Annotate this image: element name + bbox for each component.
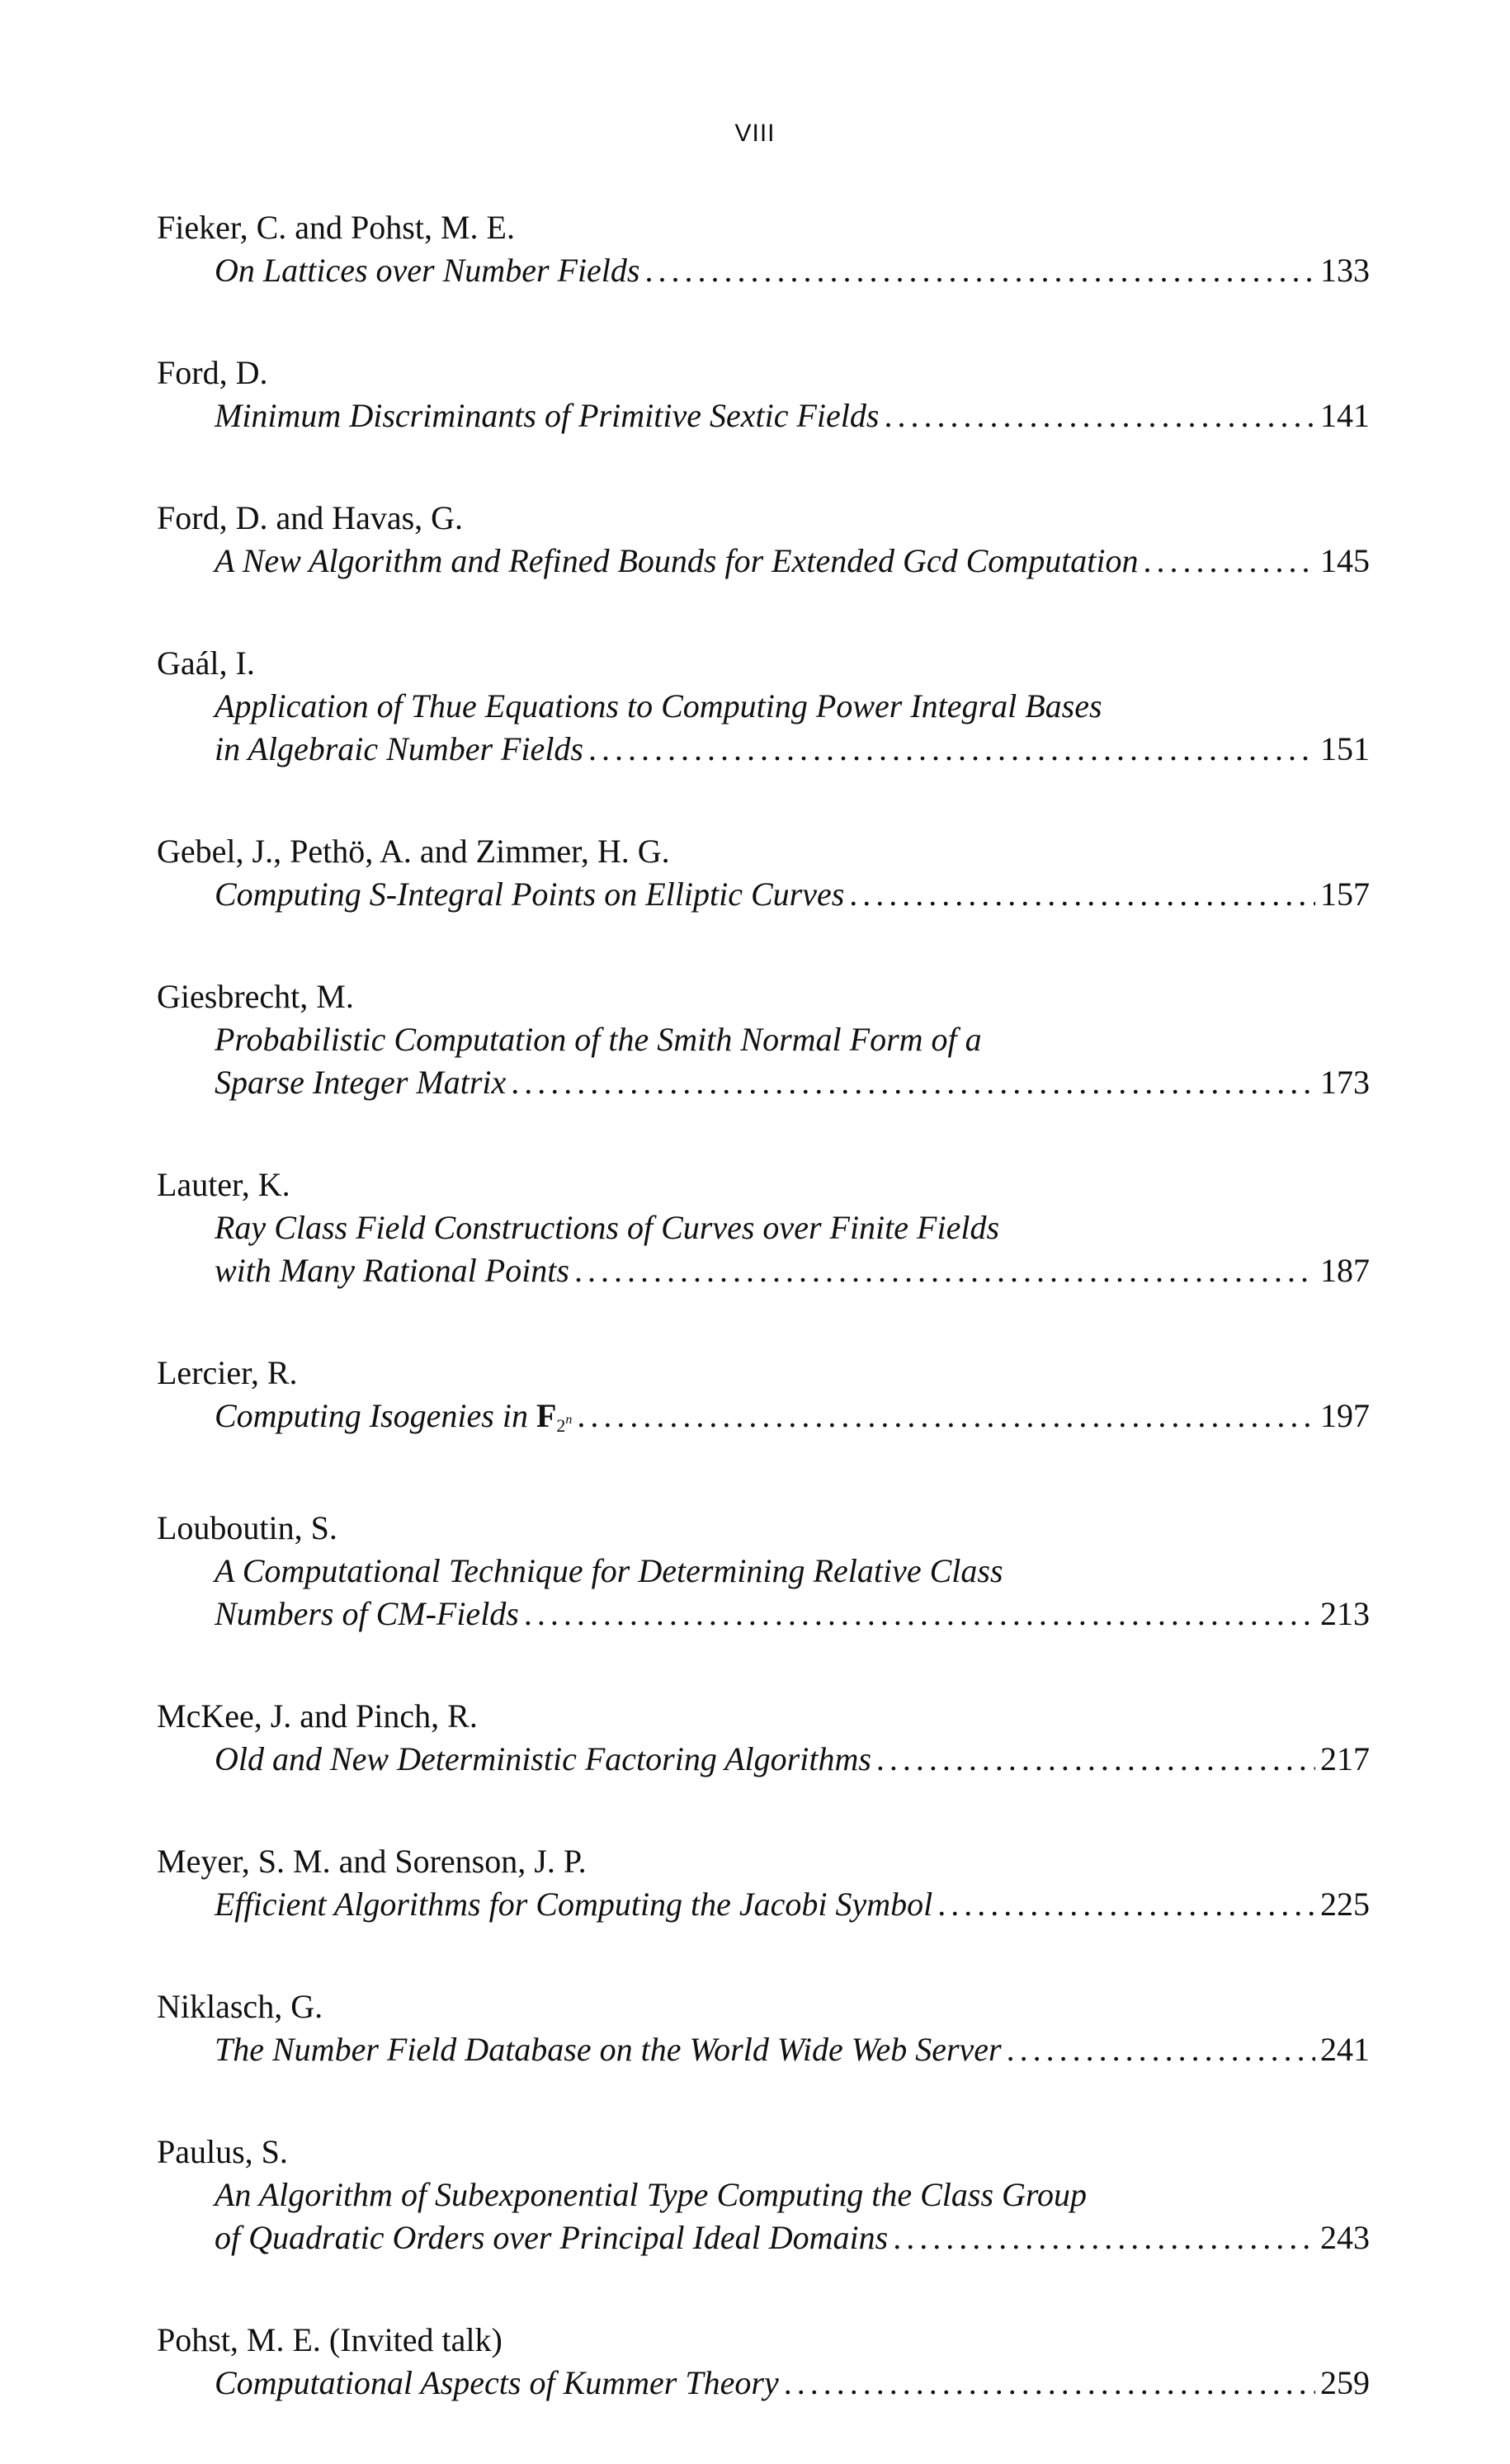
table-of-contents xyxy=(157,206,1370,2464)
entry-page-number: 141 xyxy=(1320,397,1370,434)
entry-title-line xyxy=(157,728,1370,771)
toc-entry xyxy=(157,642,1370,771)
entry-title-line xyxy=(157,1249,1370,1292)
field-subscript-base: 2 xyxy=(556,1415,566,1436)
entry-title-first-line: An Algorithm of Subexponential Type Computing the Class Group xyxy=(215,2176,1087,2213)
entry-page-number: 259 xyxy=(1320,2364,1370,2401)
toc-entry xyxy=(157,1695,1370,1781)
toc-entry xyxy=(157,206,1370,292)
dot-leader xyxy=(876,1738,1315,1781)
toc-entry xyxy=(157,2131,1370,2259)
entry-authors: Ford, D. xyxy=(157,354,268,391)
dot-leader xyxy=(645,249,1316,292)
entry-title: Minimum Discriminants of Primitive Sextic Fields xyxy=(215,397,880,434)
entry-title: Computational Aspects of Kummer Theory xyxy=(215,2364,779,2401)
dot-leader xyxy=(784,2362,1315,2405)
entry-authors: Fieker, C. and Pohst, M. E. xyxy=(157,209,515,246)
entry-page-number: 243 xyxy=(1320,2219,1370,2256)
entry-authors: Paulus, S. xyxy=(157,2133,288,2170)
entry-authors: Ford, D. and Havas, G. xyxy=(157,499,464,536)
entry-page-number: 241 xyxy=(1320,2031,1370,2068)
toc-entry xyxy=(157,975,1370,1104)
toc-entry xyxy=(157,497,1370,583)
entry-authors: Pohst, M. E. (Invited talk) xyxy=(157,2321,503,2358)
entry-title: of Quadratic Orders over Principal Ideal Domains xyxy=(215,2219,889,2256)
entry-title-first-line: Application of Thue Equations to Computing Power Integral Bases xyxy=(215,687,1102,725)
entry-page-number: 151 xyxy=(1320,730,1370,767)
field-subscript xyxy=(556,1415,572,1436)
dot-leader xyxy=(511,1061,1315,1104)
dot-leader xyxy=(1144,540,1315,583)
entry-authors: Lauter, K. xyxy=(157,1166,290,1203)
entry-title-line xyxy=(157,1395,1370,1447)
toc-entry xyxy=(157,1507,1370,1636)
entry-authors: Lercier, R. xyxy=(157,1354,298,1391)
entry-title: Computing S-Integral Points on Elliptic Curves xyxy=(215,876,845,913)
entry-title: Efficient Algorithms for Computing the Jacobi Symbol xyxy=(215,1886,933,1923)
entry-title: with Many Rational Points xyxy=(215,1252,569,1289)
entry-title-line xyxy=(157,873,1370,916)
entry-title-line xyxy=(157,540,1370,583)
dot-leader xyxy=(1007,2028,1315,2071)
entry-title-line xyxy=(157,2216,1370,2259)
finite-field-symbol: F xyxy=(536,1397,557,1434)
entry-title-first-line: Ray Class Field Constructions of Curves over Finite Fields xyxy=(215,1209,1000,1246)
entry-page-number: 197 xyxy=(1320,1397,1370,1434)
dot-leader xyxy=(884,394,1315,437)
entry-title xyxy=(215,1395,572,1447)
entry-title-line xyxy=(157,1593,1370,1636)
entry-authors: Gebel, J., Pethö, A. and Zimmer, H. G. xyxy=(157,833,670,870)
entry-page-number: 187 xyxy=(1320,1252,1370,1289)
entry-title-text: Computing Isogenies in xyxy=(215,1397,528,1434)
dot-leader xyxy=(588,728,1315,771)
toc-entry xyxy=(157,2319,1370,2405)
entry-title-first-line: Probabilistic Computation of the Smith Normal Form of a xyxy=(215,1021,982,1058)
entry-authors: Niklasch, G. xyxy=(157,1988,323,2025)
entry-title-line xyxy=(157,2028,1370,2071)
toc-entry xyxy=(157,1985,1370,2071)
entry-title: A New Algorithm and Refined Bounds for Extended Gcd Computation xyxy=(215,542,1139,579)
toc-entry xyxy=(157,352,1370,437)
toc-entry xyxy=(157,830,1370,916)
entry-page-number: 225 xyxy=(1320,1886,1370,1923)
page-header-number: VIII xyxy=(734,120,776,147)
entry-title: On Lattices over Number Fields xyxy=(215,252,640,289)
entry-page-number: 145 xyxy=(1320,542,1370,579)
entry-page-number: 173 xyxy=(1320,1064,1370,1101)
entry-page-number: 157 xyxy=(1320,876,1370,913)
dot-leader xyxy=(937,1883,1315,1926)
entry-title: The Number Field Database on the World Wide Web Server xyxy=(215,2031,1002,2068)
toc-entry xyxy=(157,1164,1370,1292)
entry-authors: Giesbrecht, M. xyxy=(157,978,354,1015)
entry-page-number: 213 xyxy=(1320,1595,1370,1632)
entry-authors: Louboutin, S. xyxy=(157,1509,337,1546)
entry-page-number: 133 xyxy=(1320,252,1370,289)
entry-page-number: 217 xyxy=(1320,1740,1370,1777)
entry-authors: Gaál, I. xyxy=(157,644,255,682)
toc-entry xyxy=(157,1352,1370,1447)
toc-entry xyxy=(157,1840,1370,1926)
entry-title-line xyxy=(157,1061,1370,1104)
dot-leader xyxy=(577,1395,1315,1437)
entry-title: Old and New Deterministic Factoring Algorithms xyxy=(215,1740,871,1777)
field-subscript-exponent: n xyxy=(565,1413,573,1427)
dot-leader xyxy=(849,873,1315,916)
entry-title-line xyxy=(157,1738,1370,1781)
entry-title-line xyxy=(157,1883,1370,1926)
dot-leader xyxy=(574,1249,1315,1292)
entry-title-first-line: A Computational Technique for Determining Relative Class xyxy=(215,1552,1003,1589)
entry-title: Sparse Integer Matrix xyxy=(215,1064,507,1101)
entry-title-line xyxy=(157,394,1370,437)
entry-title: Numbers of CM-Fields xyxy=(215,1595,519,1632)
entry-title: in Algebraic Number Fields xyxy=(215,730,583,767)
dot-leader xyxy=(893,2216,1315,2259)
entry-title-line xyxy=(157,249,1370,292)
entry-authors: McKee, J. and Pinch, R. xyxy=(157,1697,478,1735)
entry-title-line xyxy=(157,2362,1370,2405)
entry-authors: Meyer, S. M. and Sorenson, J. P. xyxy=(157,1843,587,1880)
dot-leader xyxy=(524,1593,1315,1636)
